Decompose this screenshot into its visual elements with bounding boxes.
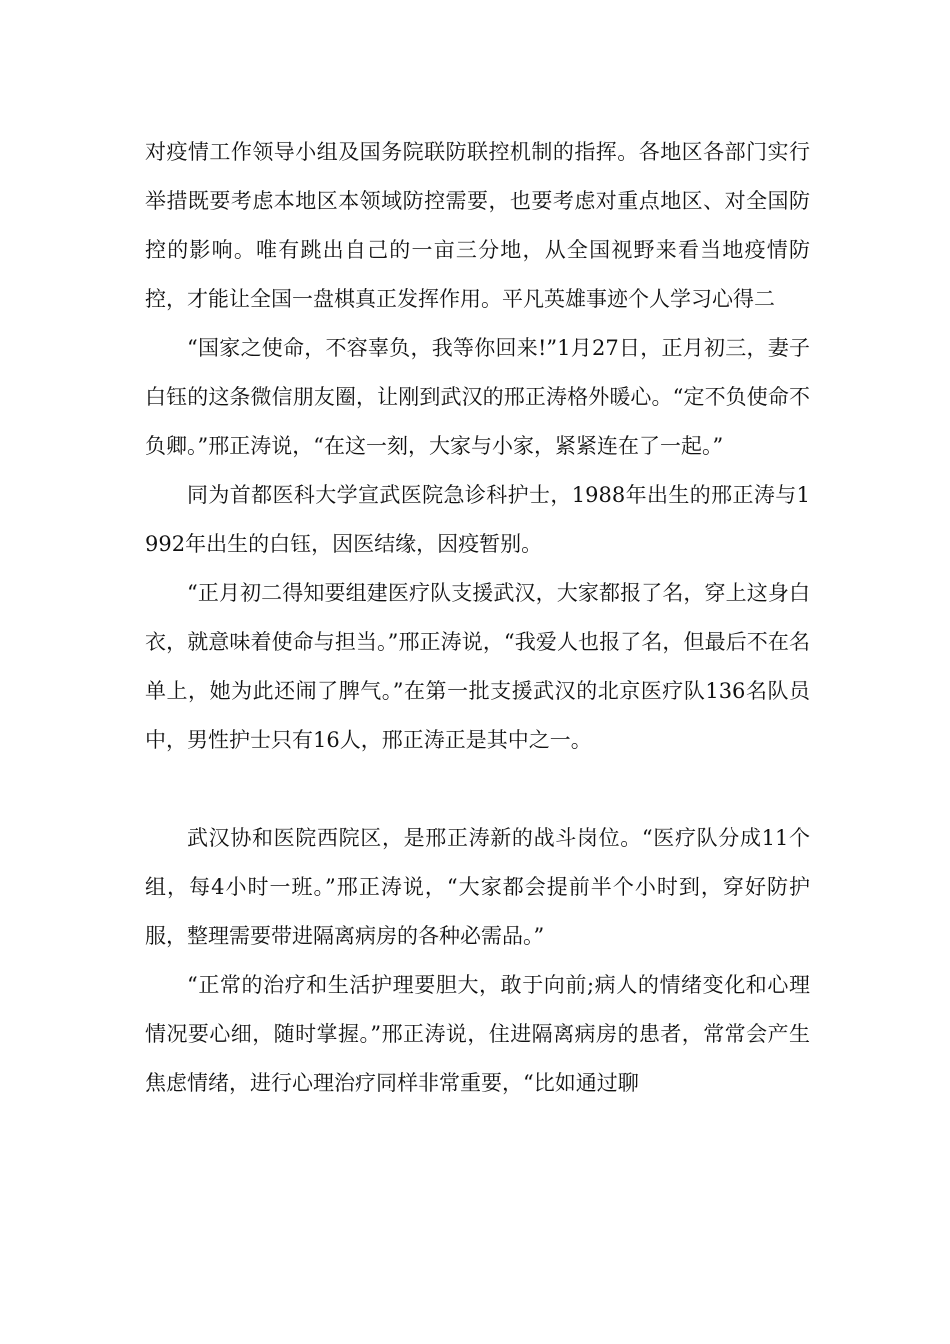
paragraph-5: 武汉协和医院西院区，是邢正涛新的战斗岗位。“医疗队分成11个组，每4小时一班。”邢正涛说，“大家都会提前半个小时到，穿好防护服，整理需要带进隔离病房的各种必需品。” bbox=[145, 826, 810, 948]
paragraph-1: 对疫情工作领导小组及国务院联防联控机制的指挥。各地区各部门实行举措既要考虑本地区本领域防控需要，也要考虑对重点地区、对全国防控的影响。唯有跳出自己的一亩三分地，从全国视野来看当地疫情防控，才能让全国一盘棋真正发挥作用。平凡英雄事迹个人学习心得二 bbox=[145, 140, 810, 311]
paragraph-6: “正常的治疗和生活护理要胆大，敢于向前;病人的情绪变化和心理情况要心细，随时掌握。”邢正涛说，住进隔离病房的患者，常常会产生焦虑情绪，进行心理治疗同样非常重要，“比如通过聊 bbox=[145, 973, 810, 1095]
paragraph-2: “国家之使命，不容辜负，我等你回来!”1月27日，正月初三，妻子白钰的这条微信朋友圈，让刚到武汉的邢正涛格外暖心。“定不负使命不负卿。”邢正涛说，“在这一刻，大家与小家，紧紧连在了一起。” bbox=[145, 336, 810, 458]
paragraph-gap bbox=[145, 765, 810, 814]
paragraph-3: 同为首都医科大学宣武医院急诊科护士，1988年出生的邢正涛与1992年出生的白钰，因医结缘，因疫暂别。 bbox=[145, 483, 810, 556]
paragraph-4: “正月初二得知要组建医疗队支援武汉，大家都报了名，穿上这身白衣，就意味着使命与担当。”邢正涛说，“我爱人也报了名，但最后不在名单上，她为此还闹了脾气。”在第一批支援武汉的北京医疗队136名队员中，男性护士只有16人，邢正涛正是其中之一。 bbox=[145, 581, 810, 752]
document-body bbox=[145, 128, 810, 1108]
